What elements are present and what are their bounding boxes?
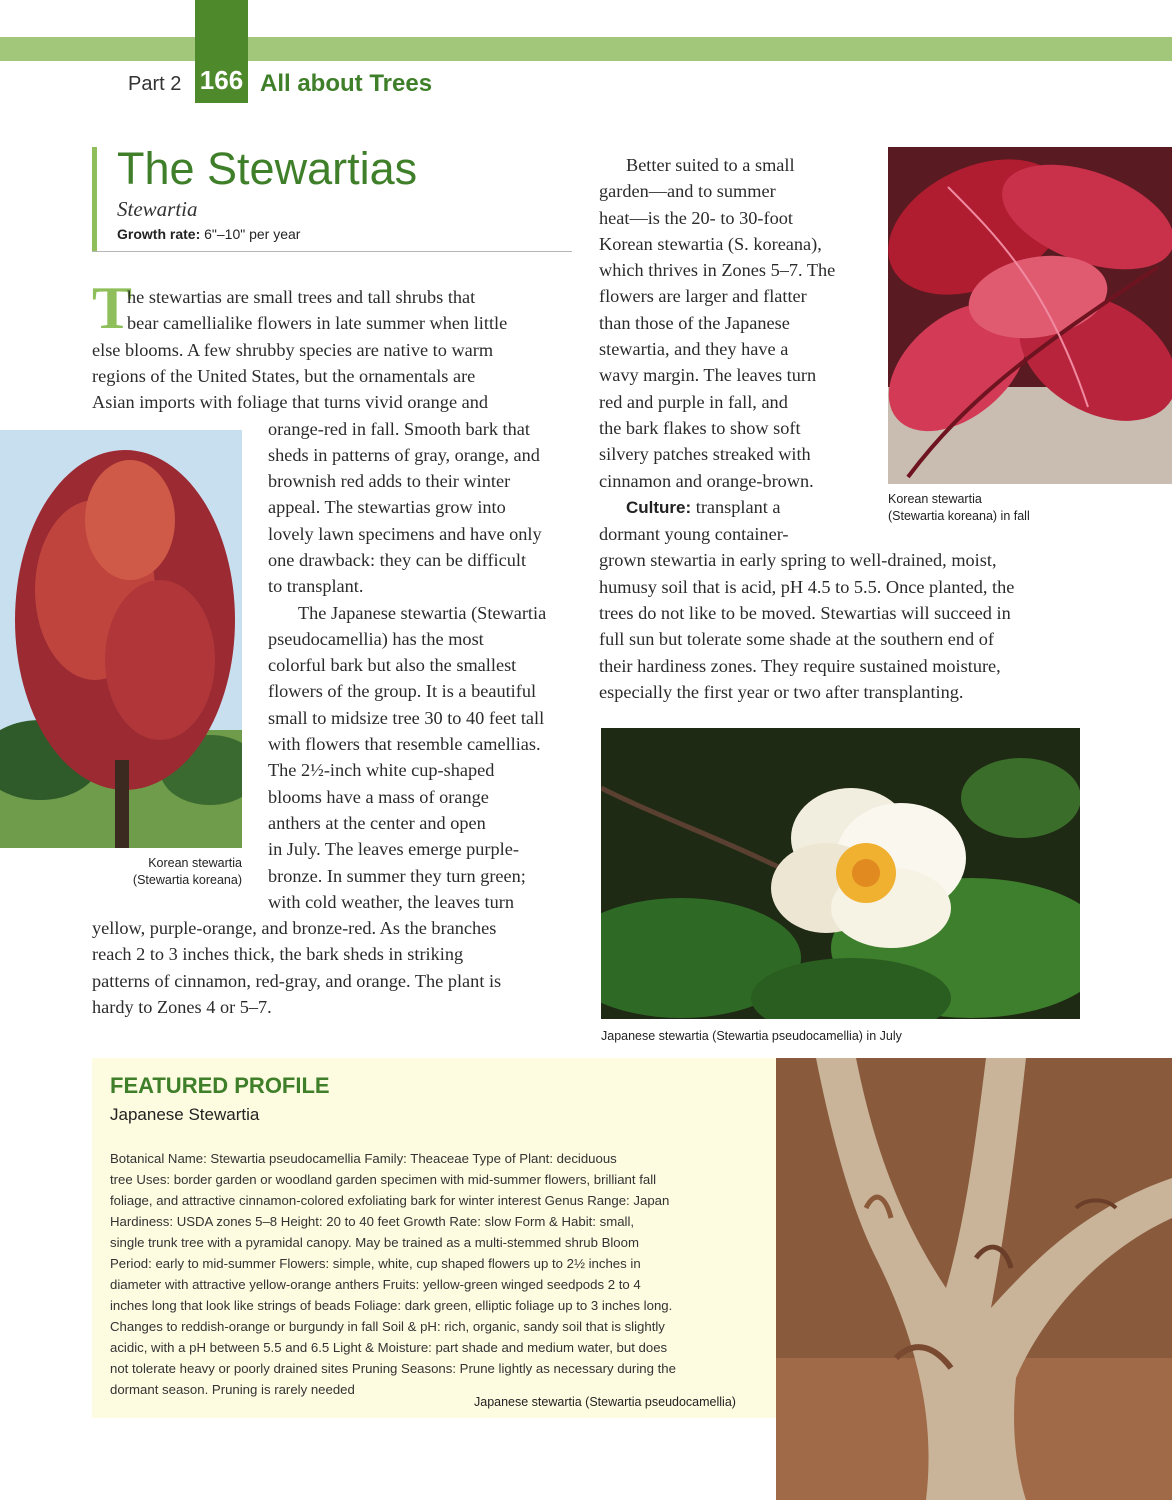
column2-text: Better suited to a small garden—and to summer heat—is the 20- to 30-foot Korean stewartia (S. koreana), which thrives in Zones 5–7. The flowers are larger and flatter than those of the Japanese stewartia, and they have a wavy margin. The leaves turn red and purple in fall, and the bark flakes to show soft silvery patches streaked with cinnamon and orange-brown. Culture: transplant a dormant young container- grown stewartia in early spring to well-drained, moist, humusy soil that is acid, pH 4.5 to 5.5. Once planted, the trees do not like to be moved. Stewartias will succeed in full sun but tolerate some shade at the southern end of their hardiness zones. They require sustained moisture, especially the first year or two after transplanting. <box>599 155 1015 702</box>
featured-profile-subheading: Japanese Stewartia <box>110 1105 260 1124</box>
caption-bark: Japanese stewartia (Stewartia pseudocamellia) <box>474 1395 736 1409</box>
featured-profile-body: Botanical Name: Stewartia pseudocamellia Family: Theaceae Type of Plant: deciduous tree Uses: border garden or woodland garden specimen with mid-summer flowers, brilliant fall foliage, and attractive cinnamon-colored exfoliating bark for winter interest Genus Range: Japan Hardiness: USDA zones 5–8 Height: 20 to 40 feet Growth Rate: slow Form & Habit: small, single trunk tree with a pyramidal canopy. May be trained as a multi-stemmed shrub Bloom Period: early to mid-summer Flowers: simple, white, cup shaped flowers up to 2½ inches in diameter with attractive yellow-orange anthers Fruits: yellow-green winged seedpods 2 to 4 inches long that look like strings of beads Foliage: dark green, elliptic foliage up to 3 inches long. Changes to reddish-orange or burgundy in fall Soil & pH: rich, organic, sandy soil that is slightly acidic, with a pH between 5.5 and 6.5 Light & Moisture: part shade and medium water, but does not tolerate heavy or poorly drained sites Pruning Seasons: Prune lightly as necessary during the dormant season. Pruning is rarely needed <box>110 1151 676 1397</box>
page-title: The Stewartias <box>117 143 418 194</box>
featured-profile-heading: FEATURED PROFILE <box>110 1073 330 1098</box>
header-band <box>0 37 1172 61</box>
caption-korean-tree: Korean stewartia (Stewartia koreana) <box>132 856 242 887</box>
title-accent-bar <box>92 147 97 251</box>
korean-stewartia-fall-photo <box>888 147 1172 484</box>
section-title: All about Trees <box>260 70 433 97</box>
culture-line: Culture: transplant a <box>626 496 781 517</box>
growth-rate: Growth rate: 6"–10" per year <box>117 226 301 242</box>
japanese-stewartia-bark-photo <box>776 1058 1172 1500</box>
caption-flower: Japanese stewartia (Stewartia pseudocamellia) in July <box>601 1029 902 1043</box>
latin-name: Stewartia <box>117 197 198 221</box>
intro-text-first-line: he stewartias are small trees and tall shrubs that bear camellialike flowers in late summer when little <box>127 287 508 334</box>
column1-end-text: yellow, purple-orange, and bronze-red. As the branches reach 2 to 3 inches thick, the bark sheds in striking patterns of cinnamon, red-gray, and orange. The plant is hardy to Zones 4 or 5–7. <box>92 918 502 1017</box>
part-label: Part 2 <box>128 73 182 95</box>
korean-stewartia-tree-photo <box>0 430 242 848</box>
caption-korean-fall: Korean stewartia (Stewartia koreana) in fall <box>888 492 1030 523</box>
drop-cap: T <box>92 275 133 341</box>
intro-text: else blooms. A few shrubby species are native to warm regions of the United States, but the ornamentals are Asian imports with foliage that turns vivid orange and <box>92 339 494 413</box>
title-rule <box>92 251 572 252</box>
column1-wrap-text: orange-red in fall. Smooth bark that sheds in patterns of gray, orange, and brownish red adds to their winter appeal. The stewartias grow into lovely lawn specimens and have only one drawback: they can be difficult to transplant. The Japanese stewartia (Stewartia pseudocamellia) has the most colorful bark but also the smallest flowers of the group. It is a beautiful small to midsize tree 30 to 40 feet tall with flowers that resemble camellias. The 2½-inch white cup-shaped blooms have a mass of orange anthers at the center and open in July. The leaves emerge purple- bronze. In summer they turn green; with cold weather, the leaves turn <box>268 418 547 912</box>
japanese-stewartia-flower-photo <box>601 728 1080 1019</box>
page-number: 166 <box>199 65 244 95</box>
